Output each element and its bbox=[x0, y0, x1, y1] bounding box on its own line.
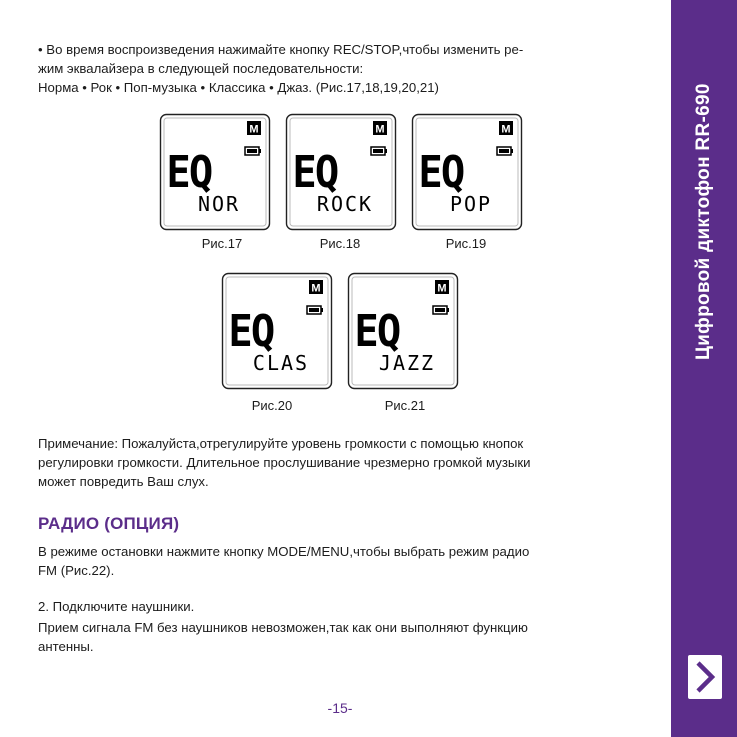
lcd-figure-17 bbox=[159, 113, 271, 231]
lcd-mode-label: NOR bbox=[197, 192, 241, 216]
mode-indicator-letter: M bbox=[437, 282, 447, 295]
radio-p3-line-2: антенны. bbox=[38, 639, 94, 654]
lcd-display bbox=[159, 113, 271, 231]
radio-p3-line-1: Прием сигнала FM без наушников невозможен,так как они выполняют функцию bbox=[38, 620, 528, 635]
intro-line-3: Норма • Рок • Поп-музыка • Классика • Джаз. (Рис.17,18,19,20,21) bbox=[38, 80, 439, 95]
lcd-mode-label: ROCK bbox=[316, 192, 374, 216]
intro-paragraph bbox=[38, 40, 638, 97]
note-paragraph bbox=[38, 434, 640, 491]
radio-paragraph-3 bbox=[38, 618, 640, 656]
lcd-figure-20 bbox=[221, 272, 333, 390]
lcd-eq-label: EQ bbox=[292, 146, 338, 198]
lcd-eq-label: EQ bbox=[228, 305, 274, 357]
sidebar bbox=[671, 0, 737, 737]
mode-indicator bbox=[499, 121, 513, 136]
mode-indicator bbox=[309, 280, 323, 295]
radio-p1-line-1: В режиме остановки нажмите кнопку MODE/MENU,чтобы выбрать режим радио bbox=[38, 544, 530, 559]
note-line-3: может повредить Ваш слух. bbox=[38, 474, 209, 489]
intro-line-2: жим эквалайзера в следующей последовательности: bbox=[38, 61, 364, 76]
caption-fig-20: Рис.20 bbox=[251, 398, 293, 413]
page-number: -15- bbox=[327, 700, 353, 716]
mode-indicator-letter: M bbox=[311, 282, 321, 295]
lcd-display bbox=[221, 272, 333, 390]
note-line-2: регулировки громкости. Длительное прослушивание чрезмерно громкой музыки bbox=[38, 455, 531, 470]
lcd-mode-label: POP bbox=[449, 192, 493, 216]
intro-line-1: • Во время воспроизведения нажимайте кнопку REC/STOP,чтобы изменить ре- bbox=[38, 42, 524, 57]
lcd-figure-18 bbox=[285, 113, 397, 231]
lcd-eq-label: EQ bbox=[354, 305, 400, 357]
mode-indicator-letter: M bbox=[375, 123, 385, 136]
lcd-figure-19 bbox=[411, 113, 523, 231]
radio-paragraph-2: 2. Подключите наушники. bbox=[38, 599, 195, 614]
mode-indicator bbox=[373, 121, 387, 136]
lcd-display bbox=[285, 113, 397, 231]
lcd-display bbox=[411, 113, 523, 231]
mode-indicator-letter: M bbox=[249, 123, 259, 136]
lcd-figure-21 bbox=[347, 272, 459, 390]
lcd-eq-label: EQ bbox=[418, 146, 464, 198]
caption-fig-19: Рис.19 bbox=[445, 236, 487, 251]
mode-indicator bbox=[247, 121, 261, 136]
lcd-eq-label: EQ bbox=[166, 146, 212, 198]
lcd-mode-label: CLAS bbox=[252, 351, 310, 375]
mode-indicator bbox=[435, 280, 449, 295]
lcd-display bbox=[347, 272, 459, 390]
radio-p1-line-2: FM (Рис.22). bbox=[38, 563, 115, 578]
next-page-button[interactable] bbox=[688, 655, 722, 699]
lcd-mode-label: JAZZ bbox=[378, 351, 436, 375]
note-line-1: Примечание: Пожалуйста,отрегулируйте уровень громкости с помощью кнопок bbox=[38, 436, 524, 451]
sidebar-title: Цифровой диктофон RR-690 bbox=[693, 83, 714, 360]
radio-section-heading: РАДИО (ОПЦИЯ) bbox=[38, 514, 180, 533]
caption-fig-18: Рис.18 bbox=[319, 236, 361, 251]
caption-fig-17: Рис.17 bbox=[201, 236, 243, 251]
caption-fig-21: Рис.21 bbox=[384, 398, 426, 413]
chevron-right-icon bbox=[694, 660, 716, 694]
radio-paragraph-1 bbox=[38, 542, 640, 580]
mode-indicator-letter: M bbox=[501, 123, 511, 136]
